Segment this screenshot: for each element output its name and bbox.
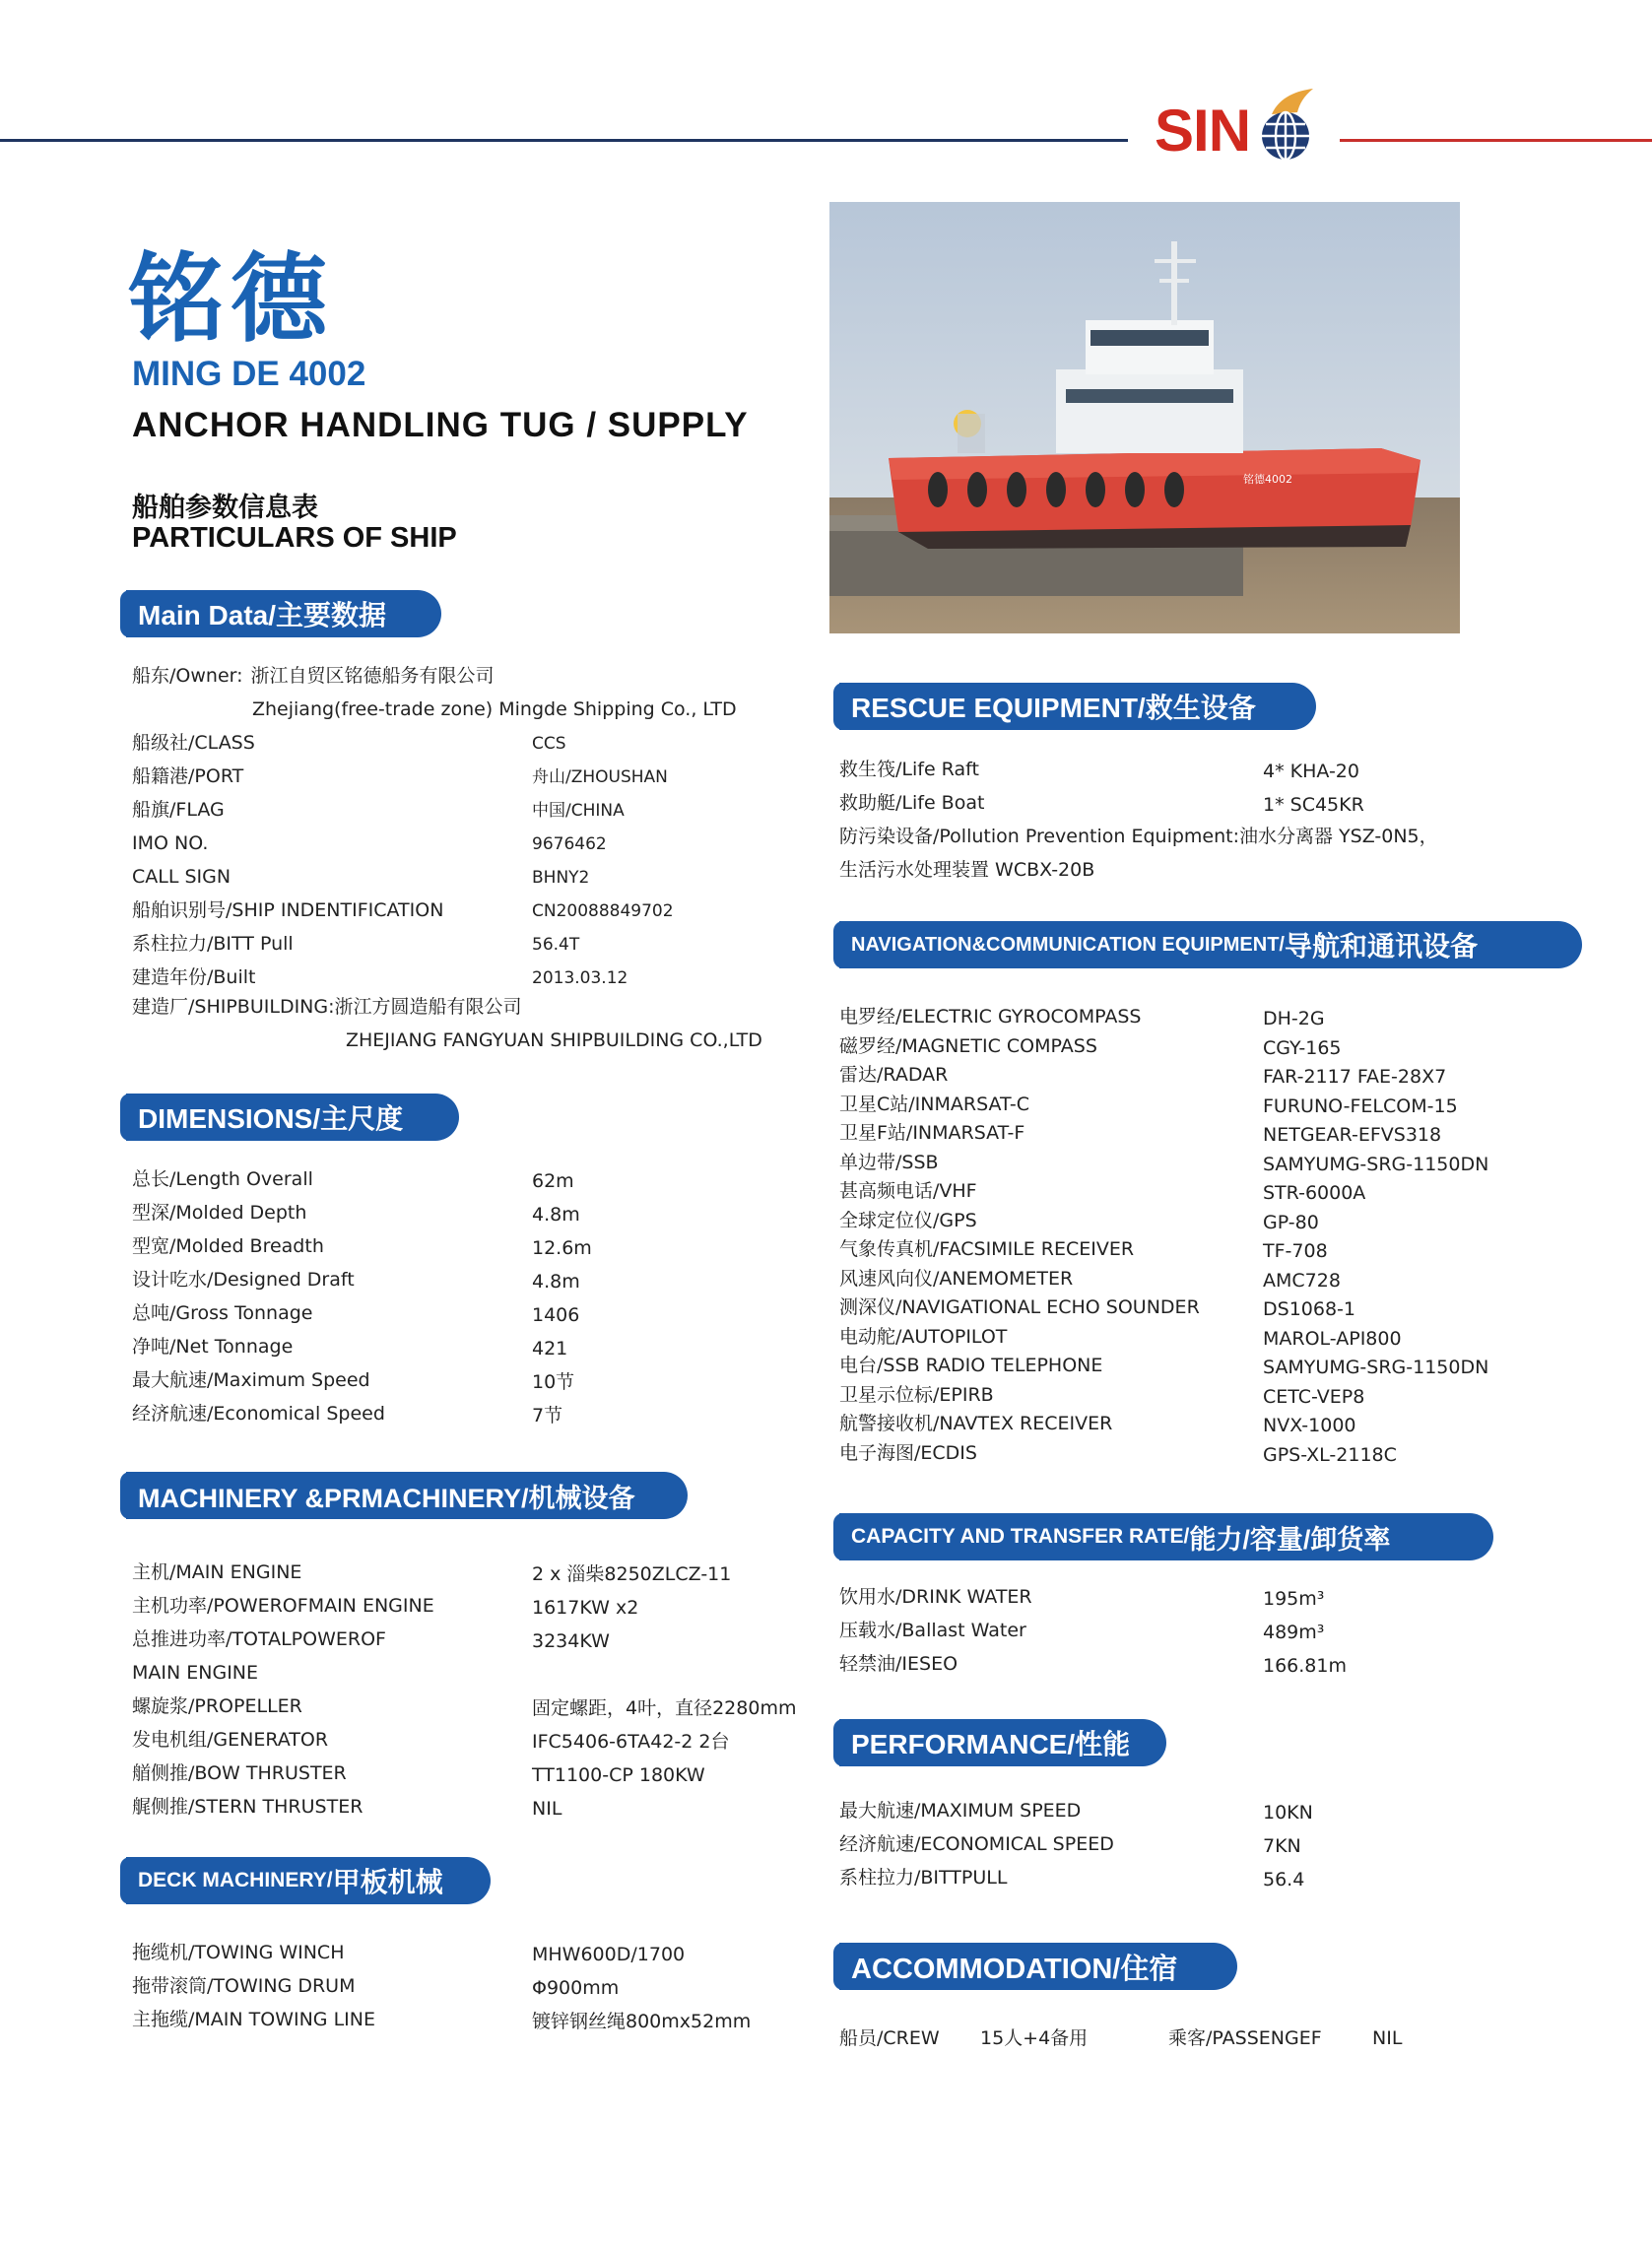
navigation-row-value: FAR-2117 FAE-28X7 (1263, 1066, 1447, 1088)
dimensions-row-label: 型深/Molded Depth (132, 1202, 307, 1224)
section-heading-capacity (839, 1513, 1493, 1560)
main_data-row-value: BHNY2 (532, 868, 590, 888)
dimensions-row-value: 1406 (532, 1304, 580, 1326)
crew-label: 船员/CREW (839, 2027, 940, 2049)
deck-heading-en: DECK MACHINERY/ (138, 1869, 333, 1891)
navigation-row-value: CETC-VEP8 (1263, 1385, 1365, 1408)
shipbuilding-label: 建造厂/SHIPBUILDING:浙江方圆造船有限公司 (132, 996, 522, 1018)
dimensions-row-label: 经济航速/Economical Speed (132, 1403, 385, 1425)
owner-label (132, 667, 495, 686)
section-heading-navigation (839, 921, 1582, 968)
machinery-row-label: 螺旋浆/PROPELLER (132, 1695, 302, 1717)
dimensions-row-label: 设计吃水/Designed Draft (132, 1269, 355, 1291)
machinery-row-value: 2 x 淄柴8250ZLCZ-11 (532, 1563, 732, 1585)
owner-label-text: 船东/Owner: (132, 665, 243, 687)
dimensions-row-value: 62m (532, 1170, 574, 1192)
performance-heading-text: PERFORMANCE/性能 (851, 1729, 1131, 1759)
machinery-row-value: TT1100-CP 180KW (532, 1764, 705, 1786)
main_data-row-value: 中国/CHINA (532, 801, 625, 821)
particulars-title-cn: 船舶参数信息表 (132, 493, 318, 523)
navigation-row-label: 电动舵/AUTOPILOT (839, 1325, 1008, 1348)
header-rule-left (0, 139, 1128, 142)
shipbuilding-en: ZHEJIANG FANGYUAN SHIPBUILDING CO.,LTD (346, 1029, 762, 1051)
dimensions-row-value: 10节 (532, 1371, 575, 1393)
dimensions-row-value: 7节 (532, 1405, 563, 1426)
capacity-row-label: 饮用水/DRINK WATER (839, 1586, 1032, 1608)
performance-row-label: 最大航速/MAXIMUM SPEED (839, 1800, 1082, 1822)
section-heading-dimensions (126, 1094, 459, 1141)
navigation-row-label: 航警接收机/NAVTEX RECEIVER (839, 1413, 1113, 1434)
rescue-row-value: 4* KHA-20 (1263, 761, 1359, 782)
machinery-row-label: 艏侧推/BOW THRUSTER (132, 1762, 347, 1784)
machinery-row-label: MAIN ENGINE (132, 1662, 259, 1684)
navigation-row-label: 卫星示位标/EPIRB (839, 1383, 994, 1406)
deck-row-label: 主拖缆/MAIN TOWING LINE (132, 2009, 375, 2030)
machinery-row-value: IFC5406-6TA42-2 2台 (532, 1731, 730, 1753)
navigation-row-value: CGY-165 (1263, 1036, 1342, 1059)
dimensions-row-label: 总吨/Gross Tonnage (132, 1302, 313, 1324)
navigation-row-label: 磁罗经/MAGNETIC COMPASS (839, 1034, 1097, 1057)
deck-row-value: Φ900mm (532, 1977, 620, 1999)
dimensions-row-value: 421 (532, 1338, 568, 1360)
machinery-row-label: 艉侧推/STERN THRUSTER (132, 1796, 363, 1818)
main_data-row-value: 56.4T (532, 935, 580, 955)
navigation-heading-cn: 导航和通讯设备 (1284, 931, 1478, 962)
performance-row-label: 系柱拉力/BITTPULL (839, 1867, 1008, 1889)
main-data-heading-text: Main Data/主要数据 (138, 600, 387, 630)
machinery-row-value: 固定螺距，4叶，直径2280mm (532, 1697, 797, 1719)
dimensions-row-label: 最大航速/Maximum Speed (132, 1369, 370, 1391)
deck-row-value: 镀锌钢丝绳800mx52mm (532, 2011, 752, 2032)
navigation-row-value: GP-80 (1263, 1211, 1319, 1233)
dimensions-row-value: 4.8m (532, 1204, 580, 1226)
navigation-row-label: 测深仪/NAVIGATIONAL ECHO SOUNDER (839, 1296, 1200, 1318)
navigation-row-value: AMC728 (1263, 1269, 1341, 1292)
logo-text: SIN (1155, 98, 1251, 164)
bow-name-text: 铭德4002 (1243, 473, 1292, 486)
ship-name-en: MING DE 4002 (132, 355, 366, 393)
capacity-row-value: 166.81m (1263, 1655, 1347, 1677)
dimensions-row-label: 型宽/Molded Breadth (132, 1235, 324, 1257)
machinery-row-label: 主机/MAIN ENGINE (132, 1561, 302, 1583)
sino-logo (1155, 89, 1317, 167)
navigation-row-value: GPS-XL-2118C (1263, 1443, 1397, 1466)
dimensions-row-value: 12.6m (532, 1237, 592, 1259)
crew-value: 15人+4备用 (980, 2027, 1089, 2049)
main_data-row-value: 舟山/ZHOUSHAN (532, 767, 668, 787)
navigation-row-label: 电台/SSB RADIO TELEPHONE (839, 1355, 1103, 1376)
section-heading-deck (126, 1857, 491, 1904)
performance-row-label: 经济航速/ECONOMICAL SPEED (839, 1833, 1114, 1855)
main_data-row-label: IMO NO. (132, 832, 209, 854)
capacity-row-value: 489m³ (1263, 1622, 1325, 1643)
navigation-row-label: 全球定位仪/GPS (839, 1209, 977, 1231)
owner-cn-text: 浙江自贸区铭德船务有限公司 (250, 665, 495, 687)
pollution-line-1: 防污染设备/Pollution Prevention Equipment:油水分离器 YSZ-0N5， (839, 826, 1438, 847)
section-heading-machinery (126, 1472, 688, 1519)
navigation-row-value: TF-708 (1263, 1240, 1328, 1262)
section-heading-main-data (126, 590, 441, 637)
navigation-row-value: FURUNO-FELCOM-15 (1263, 1094, 1458, 1117)
navigation-row-value: DH-2G (1263, 1008, 1325, 1029)
machinery-heading-text: MACHINERY &PRMACHINERY/机械设备 (138, 1483, 635, 1513)
capacity-heading-en: CAPACITY AND TRANSFER RATE/ (851, 1525, 1190, 1548)
rescue-row-label: 救生筏/Life Raft (839, 759, 979, 780)
dimensions-heading-text: DIMENSIONS/主尺度 (138, 1103, 404, 1134)
ship-type: ANCHOR HANDLING TUG / SUPPLY (132, 406, 749, 444)
deck-heading-cn: 甲板机械 (332, 1867, 443, 1897)
navigation-row-value: MAROL-API800 (1263, 1327, 1402, 1350)
capacity-heading-cn: 能力/容量/卸货率 (1189, 1524, 1391, 1555)
capacity-row-value: 195m³ (1263, 1588, 1325, 1610)
navigation-row-label: 甚高频电话/VHF (839, 1180, 977, 1202)
main_data-row-label: CALL SIGN (132, 866, 231, 888)
navigation-row-value: SAMYUMG-SRG-1150DN (1263, 1153, 1489, 1175)
navigation-row-label: 卫星C站/INMARSAT-C (839, 1093, 1029, 1115)
machinery-row-value: 3234KW (532, 1630, 610, 1652)
navigation-row-value: SAMYUMG-SRG-1150DN (1263, 1357, 1489, 1378)
navigation-row-value: DS1068-1 (1263, 1298, 1355, 1320)
navigation-row-label: 卫星F站/INMARSAT-F (839, 1122, 1025, 1144)
pollution-line-2: 生活污水处理装置 WCBX-20B (839, 859, 1095, 881)
navigation-row-label: 雷达/RADAR (839, 1064, 949, 1086)
header-rule-right (1340, 139, 1652, 142)
navigation-row-value: NETGEAR-EFVS318 (1263, 1124, 1442, 1146)
ship-name-cn: 铭德 (128, 243, 334, 356)
navigation-row-label: 风速风向仪/ANEMOMETER (839, 1267, 1074, 1290)
main_data-row-value: CN20088849702 (532, 901, 674, 921)
dimensions-row-label: 总长/Length Overall (132, 1168, 313, 1190)
navigation-row-label: 单边带/SSB (839, 1151, 939, 1173)
deck-row-label: 拖缆机/TOWING WINCH (132, 1942, 345, 1963)
navigation-heading-en: NAVIGATION&COMMUNICATION EQUIPMENT/ (851, 933, 1285, 956)
passenger-label: 乘客/PASSENGEF (1168, 2027, 1322, 2049)
performance-row-value: 7KN (1263, 1835, 1301, 1857)
main_data-row-label: 建造年份/Built (132, 966, 256, 988)
section-heading-performance (839, 1719, 1166, 1766)
navigation-row-label: 电罗经/ELECTRIC GYROCOMPASS (839, 1006, 1142, 1028)
main_data-row-value: CCS (532, 734, 566, 754)
main_data-row-label: 船舶识别号/SHIP INDENTIFICATION (132, 899, 444, 921)
deck-row-value: MHW600D/1700 (532, 1944, 686, 1965)
main_data-row-label: 系柱拉力/BITT Pull (132, 933, 294, 955)
main_data-row-label: 船旗/FLAG (132, 799, 225, 821)
globe-icon (1258, 89, 1319, 166)
navigation-row-value: NVX-1000 (1263, 1415, 1356, 1436)
passenger-value: NIL (1372, 2027, 1403, 2049)
dimensions-row-label: 净吨/Net Tonnage (132, 1336, 294, 1358)
particulars-title-en: PARTICULARS OF SHIP (132, 522, 457, 554)
rescue-row-value: 1* SC45KR (1263, 794, 1364, 816)
performance-row-value: 56.4 (1263, 1869, 1305, 1890)
main_data-row-label: 船籍港/PORT (132, 765, 244, 787)
section-heading-rescue (839, 683, 1316, 730)
navigation-row-label: 气象传真机/FACSIMILE RECEIVER (839, 1238, 1135, 1260)
main_data-row-value: 9676462 (532, 834, 607, 854)
rescue-row-label: 救助艇/Life Boat (839, 792, 985, 814)
machinery-row-value: NIL (532, 1798, 562, 1820)
dimensions-row-value: 4.8m (532, 1271, 580, 1293)
deck-row-label: 拖带滚筒/TOWING DRUM (132, 1975, 356, 1997)
machinery-row-label: 总推进功率/TOTALPOWEROF (132, 1628, 386, 1650)
rescue-heading-text: RESCUE EQUIPMENT/救生设备 (851, 693, 1256, 723)
capacity-row-label: 压载水/Ballast Water (839, 1620, 1026, 1641)
accommodation-heading-text: ACCOMMODATION/住宿 (851, 1953, 1178, 1985)
machinery-row-label: 主机功率/POWEROFMAIN ENGINE (132, 1595, 434, 1617)
navigation-row-label: 电子海图/ECDIS (839, 1441, 977, 1464)
section-heading-accommodation (839, 1943, 1237, 1990)
machinery-row-value: 1617KW x2 (532, 1597, 639, 1619)
main_data-row-value: 2013.03.12 (532, 968, 628, 988)
ship-photo (829, 202, 1460, 633)
machinery-row-label: 发电机组/GENERATOR (132, 1729, 329, 1751)
owner-en: Zhejiang(free-trade zone) Mingde Shipping Co., LTD (252, 698, 737, 720)
main_data-row-label: 船级社/CLASS (132, 732, 255, 754)
performance-row-value: 10KN (1263, 1802, 1313, 1824)
navigation-row-value: STR-6000A (1263, 1182, 1366, 1204)
capacity-row-label: 轻禁油/IESEO (839, 1653, 958, 1675)
